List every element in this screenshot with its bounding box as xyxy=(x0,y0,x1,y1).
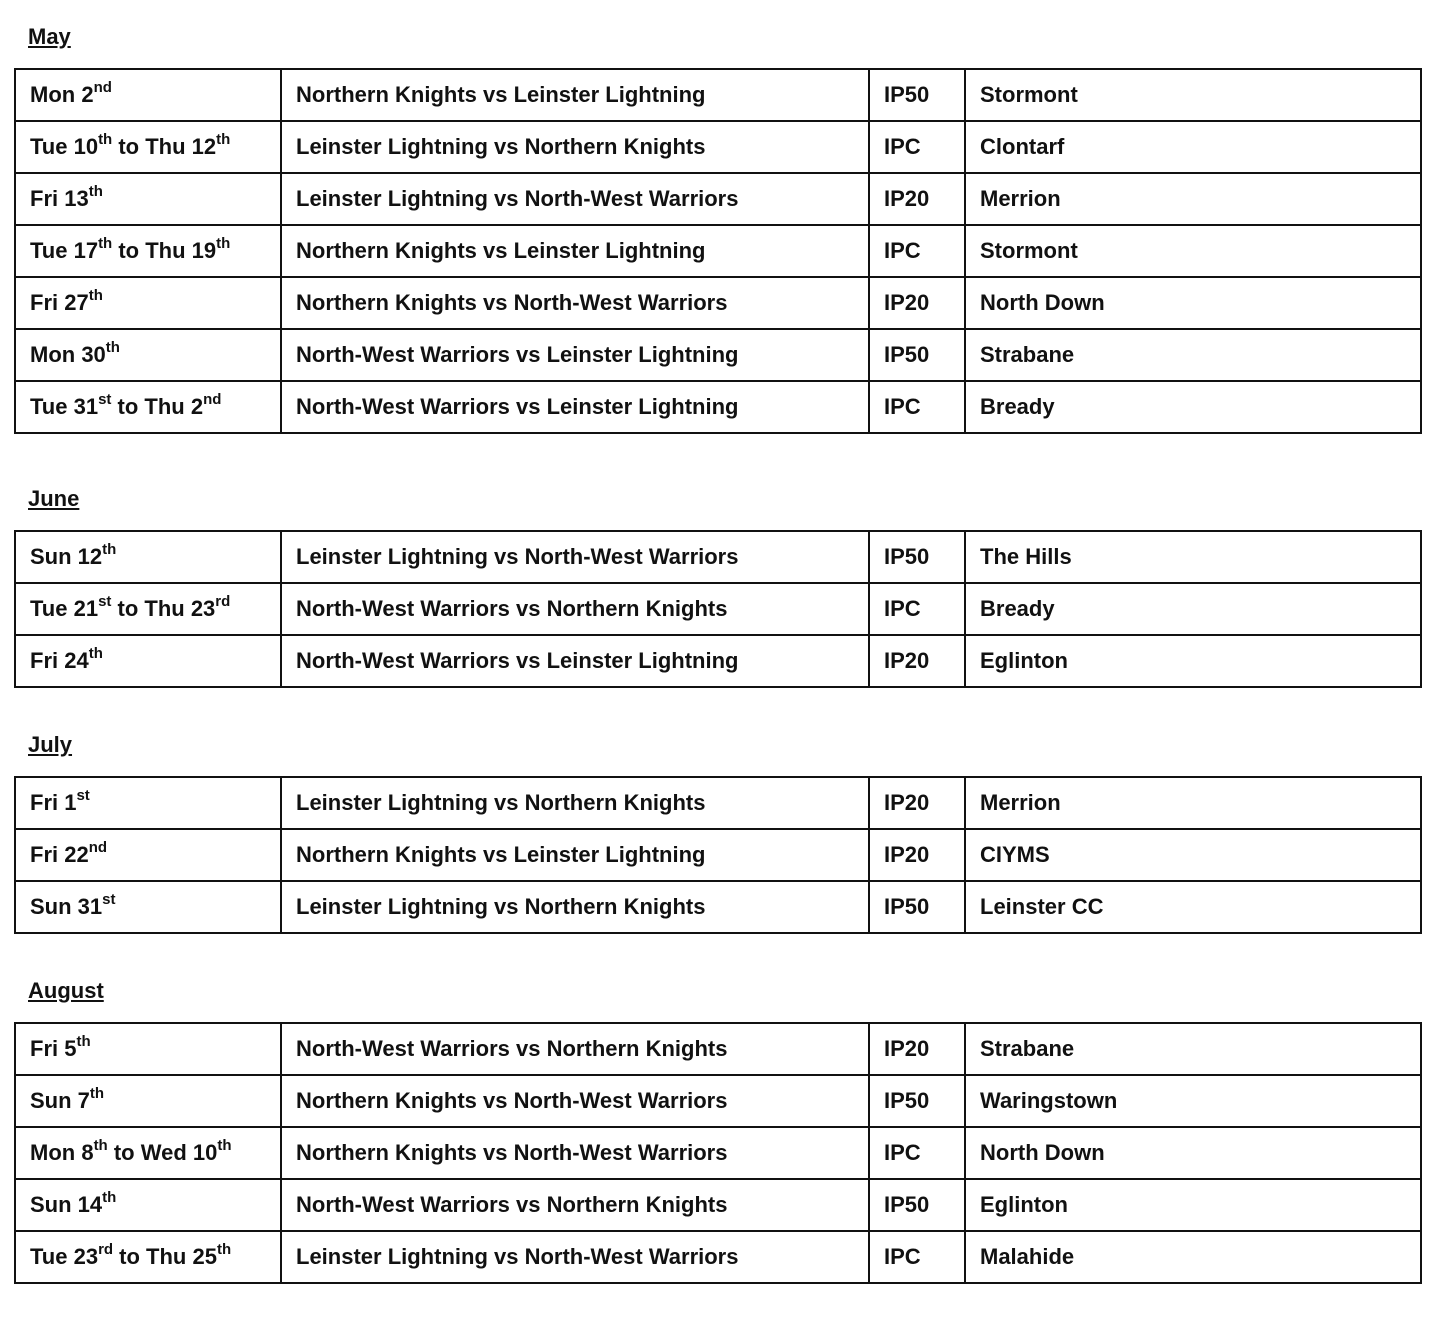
date-text: Mon 30 xyxy=(30,342,106,367)
fixture-match: Northern Knights vs North-West Warriors xyxy=(281,1075,869,1127)
fixtures-table-may xyxy=(14,68,1422,434)
date-ordinal-suffix: rd xyxy=(98,1240,114,1258)
fixture-format: IP20 xyxy=(869,1023,965,1075)
fixture-venue: Stormont xyxy=(965,69,1421,121)
date-ordinal-suffix: st xyxy=(76,786,90,804)
date-text: Tue 23 xyxy=(30,1244,99,1269)
fixture-match: North-West Warriors vs Northern Knights xyxy=(281,1179,869,1231)
date-ordinal-suffix: th xyxy=(88,182,103,200)
date-ordinal-suffix: th xyxy=(102,540,117,558)
fixture-row xyxy=(15,829,1421,881)
fixture-match: Leinster Lightning vs Northern Knights xyxy=(281,777,869,829)
fixture-format: IP50 xyxy=(869,881,965,933)
fixture-date xyxy=(15,635,281,687)
fixture-format: IP50 xyxy=(869,69,965,121)
fixture-format: IP50 xyxy=(869,531,965,583)
fixture-date xyxy=(15,583,281,635)
fixture-format: IPC xyxy=(869,381,965,433)
month-title-july: July xyxy=(28,732,73,757)
fixture-date xyxy=(15,881,281,933)
fixture-date xyxy=(15,173,281,225)
fixture-row xyxy=(15,583,1421,635)
fixture-date xyxy=(15,1075,281,1127)
date-text: Fri 22 xyxy=(30,842,89,867)
date-text: Tue 17 xyxy=(30,238,99,263)
month-title-june: June xyxy=(28,486,80,511)
fixture-row xyxy=(15,173,1421,225)
fixture-format: IPC xyxy=(869,1127,965,1179)
month-title-august: August xyxy=(28,978,104,1003)
fixture-match: Leinster Lightning vs North-West Warriors xyxy=(281,531,869,583)
fixture-date xyxy=(15,329,281,381)
date-text: Tue 10 xyxy=(30,134,99,159)
fixture-row xyxy=(15,225,1421,277)
fixture-venue: North Down xyxy=(965,1127,1421,1179)
date-ordinal-suffix: nd xyxy=(93,78,112,96)
date-text: Tue 31 xyxy=(30,394,99,419)
fixture-match: Leinster Lightning vs North-West Warriors xyxy=(281,1231,869,1283)
date-ordinal-suffix: th xyxy=(98,234,113,252)
date-ordinal-suffix: th xyxy=(102,1188,117,1206)
date-text: Mon 2 xyxy=(30,82,94,107)
fixture-match: Northern Knights vs Leinster Lightning xyxy=(281,829,869,881)
date-ordinal-suffix: th xyxy=(93,1136,108,1154)
date-text: Mon 8 xyxy=(30,1140,94,1165)
fixture-date xyxy=(15,531,281,583)
fixtures-table-august xyxy=(14,1022,1422,1284)
fixture-date xyxy=(15,121,281,173)
month-title-may: May xyxy=(28,24,71,49)
fixture-venue: Waringstown xyxy=(965,1075,1421,1127)
fixture-match: Northern Knights vs Leinster Lightning xyxy=(281,225,869,277)
date-text: Fri 5 xyxy=(30,1036,77,1061)
fixture-format: IPC xyxy=(869,583,965,635)
fixture-venue: Strabane xyxy=(965,329,1421,381)
fixtures-table-june xyxy=(14,530,1422,688)
fixture-match: Northern Knights vs North-West Warriors xyxy=(281,1127,869,1179)
date-text: Fri 27 xyxy=(30,290,89,315)
fixture-match: North-West Warriors vs Leinster Lightning xyxy=(281,381,869,433)
date-ordinal-suffix: th xyxy=(76,1032,91,1050)
fixture-format: IP20 xyxy=(869,829,965,881)
fixture-venue: Leinster CC xyxy=(965,881,1421,933)
fixture-match: Leinster Lightning vs Northern Knights xyxy=(281,121,869,173)
date-text: Sun 14 xyxy=(30,1192,103,1217)
fixture-row xyxy=(15,1127,1421,1179)
date-ordinal-suffix: st xyxy=(98,390,112,408)
date-text: to Wed 10 xyxy=(107,1140,218,1165)
date-ordinal-suffix: th xyxy=(88,644,103,662)
fixture-venue: Merrion xyxy=(965,173,1421,225)
fixture-row xyxy=(15,531,1421,583)
fixture-match: North-West Warriors vs Northern Knights xyxy=(281,1023,869,1075)
date-ordinal-suffix: th xyxy=(217,1136,232,1154)
fixture-format: IP50 xyxy=(869,329,965,381)
fixture-row xyxy=(15,121,1421,173)
fixture-row xyxy=(15,1075,1421,1127)
fixture-row xyxy=(15,777,1421,829)
fixture-format: IP20 xyxy=(869,635,965,687)
date-ordinal-suffix: st xyxy=(102,890,116,908)
fixture-row xyxy=(15,69,1421,121)
fixture-date xyxy=(15,277,281,329)
fixture-venue: North Down xyxy=(965,277,1421,329)
fixture-match: North-West Warriors vs Leinster Lightning xyxy=(281,635,869,687)
date-ordinal-suffix: th xyxy=(89,1084,105,1102)
date-ordinal-suffix: th xyxy=(98,130,113,148)
fixture-format: IPC xyxy=(869,225,965,277)
fixture-date xyxy=(15,777,281,829)
fixture-row xyxy=(15,381,1421,433)
fixture-venue: Eglinton xyxy=(965,635,1421,687)
fixture-row xyxy=(15,635,1421,687)
fixture-date xyxy=(15,1023,281,1075)
date-ordinal-suffix: rd xyxy=(215,592,231,610)
fixture-date xyxy=(15,1179,281,1231)
fixture-venue: Bready xyxy=(965,583,1421,635)
date-text: to Thu 25 xyxy=(113,1244,217,1269)
fixture-venue: Strabane xyxy=(965,1023,1421,1075)
date-text: Sun 31 xyxy=(30,894,103,919)
fixture-venue: Malahide xyxy=(965,1231,1421,1283)
date-text: to Thu 23 xyxy=(111,596,216,621)
fixture-venue: Eglinton xyxy=(965,1179,1421,1231)
date-ordinal-suffix: th xyxy=(105,338,120,356)
date-text: Fri 13 xyxy=(30,186,89,211)
fixture-format: IP50 xyxy=(869,1179,965,1231)
fixture-venue: The Hills xyxy=(965,531,1421,583)
date-ordinal-suffix: st xyxy=(98,592,112,610)
fixture-venue: Stormont xyxy=(965,225,1421,277)
date-text: Sun 12 xyxy=(30,544,103,569)
fixture-row xyxy=(15,1179,1421,1231)
fixture-date xyxy=(15,69,281,121)
fixture-venue: Merrion xyxy=(965,777,1421,829)
fixture-date xyxy=(15,1127,281,1179)
date-ordinal-suffix: th xyxy=(216,1240,232,1258)
fixture-match: North-West Warriors vs Leinster Lightning xyxy=(281,329,869,381)
date-ordinal-suffix: nd xyxy=(203,390,222,408)
date-ordinal-suffix: th xyxy=(216,130,231,148)
date-text: Sun 7 xyxy=(30,1088,90,1113)
fixture-row xyxy=(15,329,1421,381)
date-text: Fri 24 xyxy=(30,648,89,673)
fixture-date xyxy=(15,1231,281,1283)
fixture-match: Leinster Lightning vs Northern Knights xyxy=(281,881,869,933)
date-text: Tue 21 xyxy=(30,596,99,621)
fixture-match: Northern Knights vs North-West Warriors xyxy=(281,277,869,329)
fixture-format: IP20 xyxy=(869,777,965,829)
fixture-format: IPC xyxy=(869,121,965,173)
date-text: to Thu 12 xyxy=(112,134,217,159)
fixtures-table-july xyxy=(14,776,1422,934)
date-text: to Thu 2 xyxy=(111,394,204,419)
date-ordinal-suffix: th xyxy=(216,234,231,252)
fixture-date xyxy=(15,381,281,433)
fixture-match: North-West Warriors vs Northern Knights xyxy=(281,583,869,635)
fixture-format: IP20 xyxy=(869,173,965,225)
fixture-match: Northern Knights vs Leinster Lightning xyxy=(281,69,869,121)
fixture-date xyxy=(15,829,281,881)
fixture-format: IP50 xyxy=(869,1075,965,1127)
date-ordinal-suffix: nd xyxy=(88,838,108,856)
date-text: Fri 1 xyxy=(30,790,77,815)
fixture-match: Leinster Lightning vs North-West Warriors xyxy=(281,173,869,225)
fixture-row xyxy=(15,1231,1421,1283)
fixture-row xyxy=(15,277,1421,329)
fixture-row xyxy=(15,881,1421,933)
fixture-venue: CIYMS xyxy=(965,829,1421,881)
fixture-format: IPC xyxy=(869,1231,965,1283)
fixture-date xyxy=(15,225,281,277)
fixture-row xyxy=(15,1023,1421,1075)
date-text: to Thu 19 xyxy=(112,238,217,263)
fixture-format: IP20 xyxy=(869,277,965,329)
date-ordinal-suffix: th xyxy=(88,286,103,304)
fixture-venue: Clontarf xyxy=(965,121,1421,173)
fixture-venue: Bready xyxy=(965,381,1421,433)
